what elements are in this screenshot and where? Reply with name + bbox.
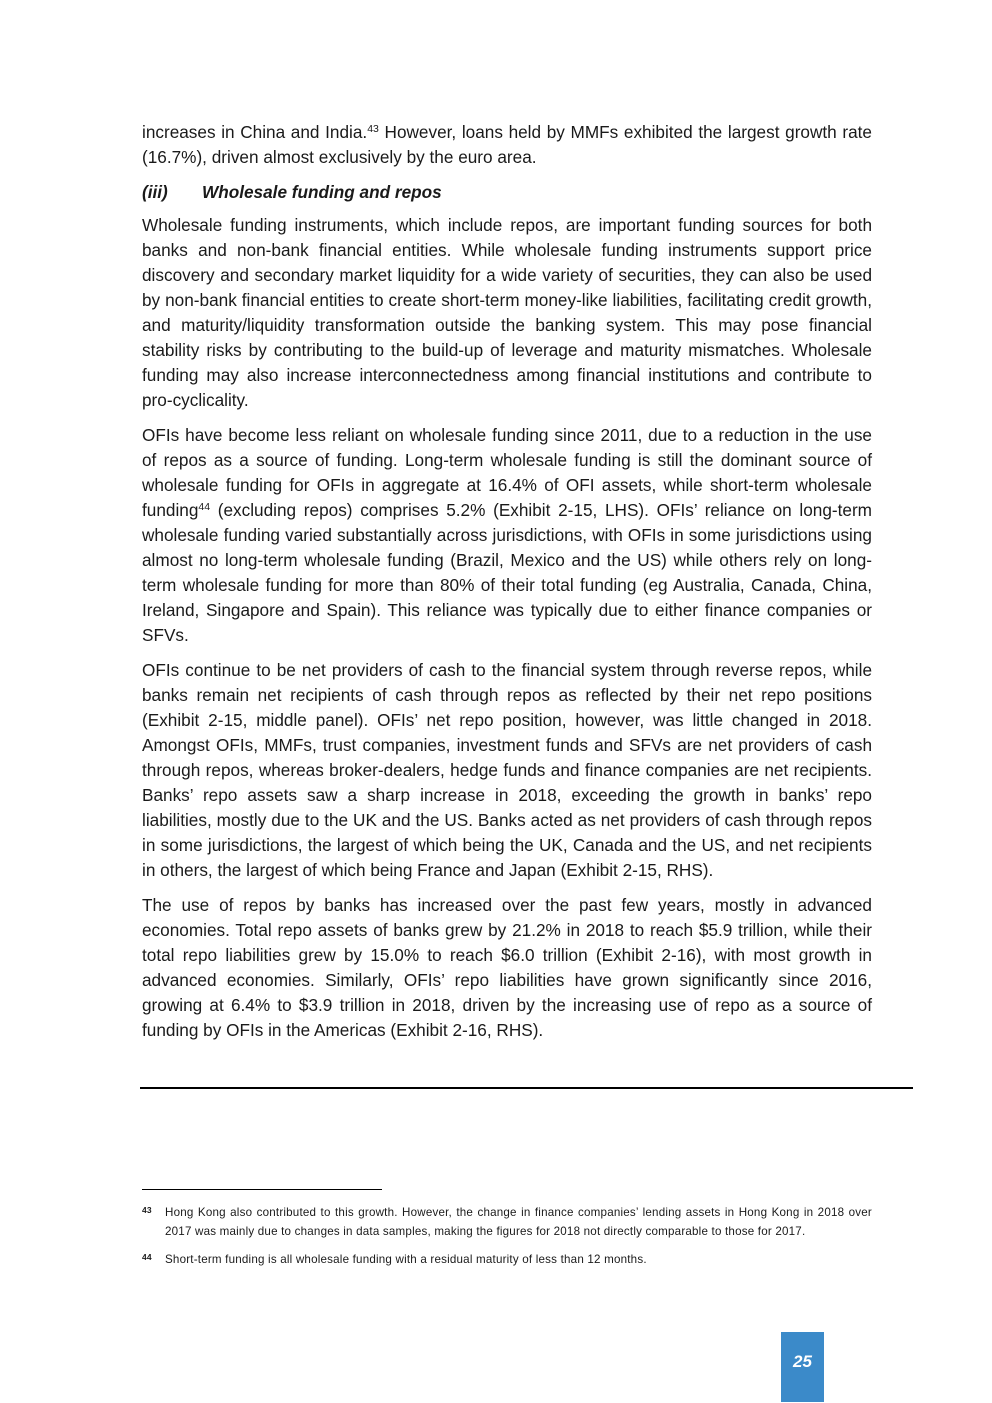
footnote-ref-44[interactable]: 44 xyxy=(198,501,211,513)
footnote-43 xyxy=(142,1203,872,1241)
paragraph-1-text-a: increases in China and India. xyxy=(142,122,368,142)
paragraph-2: Wholesale funding instruments, which include repos, are important funding sources for both banks and non-bank financial entities. While wholesale funding instruments support price discovery and secondary market liquidity for a wide variety of securities, they can also be used by non-bank financial entities to create short-term money-like liabilities, facilitating credit growth, and maturity/liquidity transformation outside the banking system. This may pose financial stability risks by contributing to the build-up of leverage and maturity mismatches. Wholesale funding may also increase interconnectedness among financial institutions and contribute to pro-cyclicality. xyxy=(142,215,872,410)
paragraph-1-text-b: However, loans held by MMFs exhibited the largest growth rate (16.7%), driven almost exclusively by the euro area. xyxy=(142,122,872,167)
paragraph-3-text-a: OFIs have become less reliant on wholesale funding since 2011, due to a reduction in the use of repos as a source of funding. Long-term wholesale funding is still the dominant source of wholesale funding for OFIs in aggregate at 16.4% of OFI assets, while short-term wholesale funding xyxy=(142,425,872,520)
footnote-separator xyxy=(142,1189,382,1190)
page-number: 25 xyxy=(793,1352,812,1371)
section-number: (iii) xyxy=(142,182,168,202)
section-heading xyxy=(142,180,872,205)
footnote-text: Short-term funding is all wholesale funding with a residual maturity of less than 12 months. xyxy=(165,1253,647,1266)
paragraph-3 xyxy=(142,423,872,648)
paragraph-4: OFIs continue to be net providers of cash to the financial system through reverse repos, while banks remain net recipients of cash through repos as reflected by their net repo positions (Exhibit 2-15, middle panel). OFIs’ net repo position, however, was little changed in 2018. Amongst OFIs, MMFs, trust companies, investment funds and SFVs are net providers of cash through repos, whereas broker-dealers, hedge funds and finance companies are net recipients. Banks’ repo assets saw a sharp increase in 2018, exceeding the growth in banks’ repo liabilities, mostly due to the UK and the US. Banks acted as net providers of cash through repos in some jurisdictions, the largest of which being the UK, Canada and the US, and net recipients in others, the largest of which being France and Japan (Exhibit 2-15, RHS). xyxy=(142,660,872,880)
footnote-ref-43[interactable]: 43 xyxy=(367,123,379,135)
footnote-44 xyxy=(142,1250,872,1269)
section-end-rule xyxy=(140,1087,913,1089)
footnote-text: Hong Kong also contributed to this growth. However, the change in finance companies’ lending assets in Hong Kong in 2018 over 2017 was mainly due to changes in data samples, making the figures for 2018 not directly comparable to those for 2017. xyxy=(165,1206,872,1238)
main-text xyxy=(142,120,872,1053)
section-title: Wholesale funding and repos xyxy=(202,182,442,202)
footnotes xyxy=(142,1203,872,1278)
footnote-number: 44 xyxy=(142,1252,152,1262)
footnote-number: 43 xyxy=(142,1205,152,1215)
paragraph-5: The use of repos by banks has increased over the past few years, mostly in advanced economies. Total repo assets of banks grew by 21.2% in 2018 to reach $5.9 trillion, while their total repo liabilities grew by 15.0% to reach $6.0 trillion (Exhibit 2-16), with most growth in advanced economies. Similarly, OFIs’ repo liabilities have grown significantly since 2016, growing at 6.4% to $3.9 trillion in 2018, driven by the increasing use of repo as a source of funding by OFIs in the Americas (Exhibit 2-16, RHS). xyxy=(142,895,872,1040)
page-number-box xyxy=(781,1332,824,1402)
paragraph-3-text-b: (excluding repos) comprises 5.2% (Exhibit 2-15, LHS). OFIs’ reliance on long-term wholesale funding varied substantially across jurisdictions, with OFIs in some jurisdictions using almost no long-term wholesale funding (Brazil, Mexico and the US) while others rely on long-term wholesale funding for more than 80% of their total funding (eg Australia, Canada, China, Ireland, Singapore and Spain). This reliance was typically due to either finance companies or SFVs. xyxy=(142,500,872,645)
paragraph-1 xyxy=(142,120,872,170)
